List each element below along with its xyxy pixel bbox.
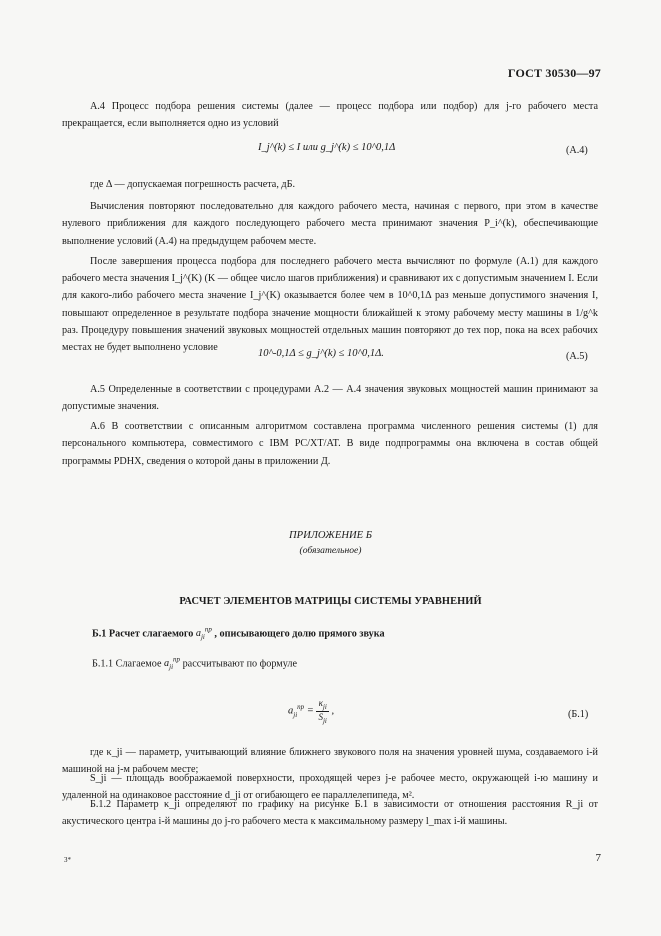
term-a-ji-b11: $a_{ji}^{пр}$ <box>164 656 181 672</box>
paragraph-where-2-text: S_ji — площадь воображаемой поверхности, проходящей через j-е рабочее место, окружающей i-ю машину и удаленной на одинаковое расстояние d_ji от огибающего ее параллелепипеда, м². <box>62 773 598 802</box>
equation-a4-text: I_j^(k) ≤ I или g_j^(k) ≤ 10^0,1Δ <box>258 142 396 153</box>
paragraph-a4 <box>62 98 598 133</box>
paragraph-b12 <box>62 796 598 831</box>
paragraph-calc <box>62 198 598 250</box>
equation-b1: $a_{ji}^{пр}$ = $\frac{\kappa_{ji}}{S_{ji}}$ , <box>288 698 335 725</box>
term-a-ji: $a_{ji}^{пр}$ <box>195 626 212 642</box>
document-header: ГОСТ 30530—97 <box>507 66 601 80</box>
paragraph-delta-text: где Δ — допускаемая погрешность расчета, дБ. <box>90 179 296 190</box>
page-number: 7 <box>595 852 601 864</box>
appendix-status: (обязательное) <box>299 545 362 556</box>
section-b11 <box>92 656 297 671</box>
section-b1-heading <box>92 626 385 641</box>
section-b11-post: рассчитывают по формуле <box>182 658 298 670</box>
equation-a5 <box>258 348 384 359</box>
paragraph-where-1-text: где κ_ji — параметр, учитывающий влияние ближнего звукового поля на значения уровней шума, создаваемого i-й машиной на j-м рабочем месте; <box>62 747 598 776</box>
paragraph-calc-text: Вычисления повторяют последовательно для каждого рабочего места, начиная с первого, при этом в качестве нулевого приближения для каждого последующего рабочего места принимают значения P_i^(k), обеспечивающие выполнение условий (А.4) на предыдущем рабочем месте. <box>62 201 598 247</box>
equation-a5-number: (А.5) <box>566 351 588 362</box>
equation-a5-text: 10^-0,1Δ ≤ g_j^(k) ≤ 10^0,1Δ. <box>258 348 384 359</box>
equation-a4-number: (А.4) <box>566 145 588 156</box>
paragraph-a6-text: А.6 В соответствии с описанным алгоритмом составлена программа численного решения системы (1) для персонального компьютера, совместимого с IBM PC/XT/AT. В виде подпрограммы она включена в состав общей программы PDHX, сведения о которой даны в приложении Д. <box>62 421 598 467</box>
paragraph-a5 <box>62 381 598 416</box>
paragraph-a5-text: А.5 Определенные в соответствии с процедурами А.2 — А.4 значения звуковых мощностей машин принимают за допустимые значения. <box>62 384 598 413</box>
paragraph-a4-text: А.4 Процесс подбора решения системы (далее — процесс подбора или подбор) для j-го рабочего места прекращается, если выполняется одно из условий <box>62 101 598 130</box>
paragraph-b12-text: Б.1.2 Параметр κ_ji определяют по графику на рисунке Б.1 в зависимости от отношения расстояния R_ji от акустического центра i-й машины до j-го рабочего места к максимальному размеру l_max i-й машины. <box>62 799 598 828</box>
paragraph-a6 <box>62 418 598 470</box>
equation-b1-number: (Б.1) <box>568 709 589 720</box>
section-b1-heading-pre: Б.1 Расчет слагаемого <box>92 628 194 640</box>
equation-a4 <box>258 142 395 153</box>
paragraph-after <box>62 253 598 356</box>
section-b1-heading-post: , описывающего долю прямого звука <box>214 628 385 640</box>
footer-mark: 3* <box>64 856 71 864</box>
equation-b1-fraction: $\frac{\kappa_{ji}}{S_{ji}}$ <box>318 698 327 725</box>
paragraph-delta <box>62 176 598 193</box>
paragraph-after-text: После завершения процесса подбора для последнего рабочего места вычисляют по формуле (А.1) для каждого рабочего места значения I_j^(K) (K — общее число шагов приближения) и сравнивают их с допустимым значением I. Если для какого-либо рабочего места значение I_j^(K) оказывается более чем в 10^0,1Δ раз меньше допустимого значения I, повышают определенное в результате подбора значение мощности ближайшей к этому рабочему месту машины в 1/g^k раз. Процедуру повышения значений звуковых мощностей отдельных машин повторяют до тех пор, пока на всех рабочих местах не будет выполнено условие <box>62 256 598 354</box>
appendix-title: РАСЧЕТ ЭЛЕМЕНТОВ МАТРИЦЫ СИСТЕМЫ УРАВНЕНИЙ <box>179 596 482 607</box>
appendix-label: ПРИЛОЖЕНИЕ Б <box>288 530 373 541</box>
section-b11-pre: Б.1.1 Слагаемое <box>92 658 162 670</box>
